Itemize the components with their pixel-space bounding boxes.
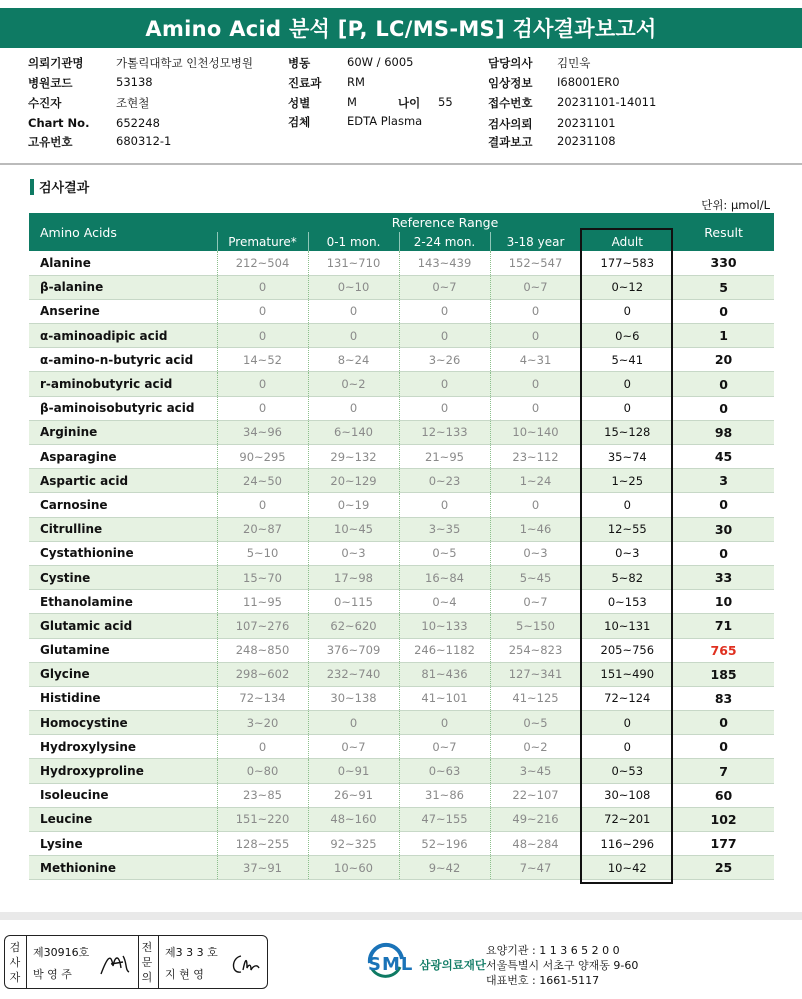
amino-acid-name: Anserine <box>29 299 217 323</box>
result-value: 0 <box>673 541 774 565</box>
reference-range-cell: 0 <box>217 324 308 348</box>
organization-name: 삼광의료재단 <box>419 958 487 972</box>
result-value: 60 <box>673 783 774 807</box>
report-title-bar <box>0 8 802 48</box>
reference-range-cell: 0 <box>399 711 490 735</box>
header-reference-range: Reference Range <box>217 213 673 232</box>
doctor-value: 김민욱 <box>557 56 591 70</box>
unit-label: 단위: μmol/L <box>701 198 770 212</box>
receipt-no-label: 접수번호 <box>488 96 533 110</box>
reference-range-cell: 254~823 <box>490 638 581 662</box>
chart-no-value: 652248 <box>116 116 160 130</box>
adult-range-cell: 10~131 <box>581 614 673 638</box>
amino-acid-name: Arginine <box>29 420 217 444</box>
reference-range-cell: 0 <box>308 324 399 348</box>
reference-range-cell: 92~325 <box>308 832 399 856</box>
reference-range-cell: 0~5 <box>490 711 581 735</box>
results-table <box>29 213 774 880</box>
adult-range-cell: 1~25 <box>581 469 673 493</box>
amino-acid-name: Lysine <box>29 832 217 856</box>
amino-acid-name: Glutamic acid <box>29 614 217 638</box>
reference-range-cell: 246~1182 <box>399 638 490 662</box>
adult-range-cell: 0~153 <box>581 590 673 614</box>
table-row <box>29 711 774 735</box>
reference-range-cell: 10~140 <box>490 420 581 444</box>
adult-range-cell: 151~490 <box>581 662 673 686</box>
reference-range-cell: 14~52 <box>217 348 308 372</box>
reference-range-cell: 0 <box>308 396 399 420</box>
reference-range-cell: 10~45 <box>308 517 399 541</box>
adult-range-cell: 30~108 <box>581 783 673 807</box>
reference-range-cell: 0 <box>308 299 399 323</box>
table-row <box>29 275 774 299</box>
reference-range-cell: 0~23 <box>399 469 490 493</box>
reference-range-cell: 0 <box>490 372 581 396</box>
reference-range-cell: 23~112 <box>490 445 581 469</box>
section-title-text: 검사결과 <box>39 181 90 196</box>
reference-range-cell: 0~4 <box>399 590 490 614</box>
reference-range-cell: 22~107 <box>490 783 581 807</box>
reference-range-cell: 3~26 <box>399 348 490 372</box>
reference-range-cell: 1~24 <box>490 469 581 493</box>
reference-range-cell: 0~115 <box>308 590 399 614</box>
ward-label: 병동 <box>288 56 311 70</box>
reference-range-cell: 52~196 <box>399 832 490 856</box>
adult-range-cell: 15~128 <box>581 420 673 444</box>
reference-range-cell: 131~710 <box>308 251 399 275</box>
amino-acid-name: Aspartic acid <box>29 469 217 493</box>
unique-no-value: 680312-1 <box>116 134 172 148</box>
header-amino-acids: Amino Acids <box>29 213 217 251</box>
reference-range-cell: 0~5 <box>399 541 490 565</box>
result-value: 102 <box>673 807 774 831</box>
amino-acid-name: Methionine <box>29 856 217 880</box>
amino-acid-name: Hydroxyproline <box>29 759 217 783</box>
table-row <box>29 662 774 686</box>
reference-range-cell: 376~709 <box>308 638 399 662</box>
table-row <box>29 759 774 783</box>
institution-value: 가톨릭대학교 인천성모병원 <box>116 56 253 70</box>
amino-acid-name: Alanine <box>29 251 217 275</box>
reference-range-cell: 7~47 <box>490 856 581 880</box>
reference-range-cell: 72~134 <box>217 686 308 710</box>
examinee-label: 수진자 <box>28 96 62 110</box>
test-request-value: 20231101 <box>557 116 616 130</box>
result-value: 0 <box>673 493 774 517</box>
specialist-name: 지 현 영 <box>165 968 204 981</box>
amino-acid-name: α-amino-n-butyric acid <box>29 348 217 372</box>
table-row <box>29 735 774 759</box>
adult-range-cell: 12~55 <box>581 517 673 541</box>
institution-label: 의뢰기관명 <box>28 56 84 70</box>
reference-range-cell: 143~439 <box>399 251 490 275</box>
examiner-signature <box>97 948 133 980</box>
doctor-label: 담당의사 <box>488 56 533 70</box>
amino-acid-name: Cystine <box>29 565 217 589</box>
amino-acid-name: Glutamine <box>29 638 217 662</box>
reference-range-cell: 0 <box>217 372 308 396</box>
reference-range-cell: 12~133 <box>399 420 490 444</box>
table-row <box>29 445 774 469</box>
table-row <box>29 590 774 614</box>
reference-range-cell: 4~31 <box>490 348 581 372</box>
section-title <box>30 177 89 196</box>
department-label: 진료과 <box>288 76 322 90</box>
adult-range-cell: 0~6 <box>581 324 673 348</box>
reference-range-cell: 0 <box>490 396 581 420</box>
amino-acid-name: Carnosine <box>29 493 217 517</box>
reference-range-cell: 3~45 <box>490 759 581 783</box>
result-value: 20 <box>673 348 774 372</box>
result-value: 98 <box>673 420 774 444</box>
amino-acid-name: Asparagine <box>29 445 217 469</box>
result-value: 0 <box>673 396 774 420</box>
reference-range-cell: 152~547 <box>490 251 581 275</box>
table-row <box>29 348 774 372</box>
result-value: 1 <box>673 324 774 348</box>
reference-range-cell: 16~84 <box>399 565 490 589</box>
age-label: 나이 <box>398 96 421 110</box>
reference-range-cell: 0~3 <box>308 541 399 565</box>
amino-acid-name: β-aminoisobutyric acid <box>29 396 217 420</box>
reference-range-cell: 0 <box>308 711 399 735</box>
result-value: 0 <box>673 711 774 735</box>
department-value: RM <box>347 75 365 89</box>
chart-no-label: Chart No. <box>28 116 90 130</box>
reference-range-cell: 6~140 <box>308 420 399 444</box>
examinee-value: 조현철 <box>116 96 150 110</box>
reference-range-cell: 0 <box>217 299 308 323</box>
reference-range-cell: 248~850 <box>217 638 308 662</box>
reference-range-cell: 17~98 <box>308 565 399 589</box>
sml-logo <box>366 941 486 981</box>
adult-range-cell: 177~583 <box>581 251 673 275</box>
adult-range-cell: 0 <box>581 711 673 735</box>
result-value: 33 <box>673 565 774 589</box>
phone: 대표번호 : 1661-5117 <box>486 974 600 987</box>
reference-range-cell: 298~602 <box>217 662 308 686</box>
amino-acid-name: Homocystine <box>29 711 217 735</box>
reference-range-cell: 5~45 <box>490 565 581 589</box>
unique-no-label: 고유번호 <box>28 135 73 149</box>
clinical-info-label: 임상정보 <box>488 76 533 90</box>
amino-acid-name: α-aminoadipic acid <box>29 324 217 348</box>
result-value: 7 <box>673 759 774 783</box>
reference-range-cell: 0 <box>490 324 581 348</box>
table-row <box>29 517 774 541</box>
reference-range-cell: 20~87 <box>217 517 308 541</box>
reference-range-cell: 232~740 <box>308 662 399 686</box>
reference-range-cell: 0 <box>217 735 308 759</box>
table-row <box>29 251 774 275</box>
reference-range-cell: 15~70 <box>217 565 308 589</box>
contact-info <box>486 943 638 988</box>
specialist-signature <box>227 948 263 980</box>
amino-acid-name: r-aminobutyric acid <box>29 372 217 396</box>
reference-range-cell: 49~216 <box>490 807 581 831</box>
amino-acid-name: Citrulline <box>29 517 217 541</box>
reference-range-cell: 0 <box>217 396 308 420</box>
result-value: 71 <box>673 614 774 638</box>
reference-range-cell: 26~91 <box>308 783 399 807</box>
amino-acid-name: Leucine <box>29 807 217 831</box>
table-row <box>29 420 774 444</box>
result-value: 3 <box>673 469 774 493</box>
specimen-label: 검체 <box>288 115 311 129</box>
signature-divider <box>158 936 159 988</box>
hospital-code-value: 53138 <box>116 75 153 89</box>
reference-range-cell: 0~7 <box>308 735 399 759</box>
care-institution-code: 요양기관 : 1 1 3 6 5 2 0 0 <box>486 944 620 957</box>
examiner-name: 박 영 주 <box>33 968 72 981</box>
test-request-label: 검사의뢰 <box>488 117 533 131</box>
result-value: 30 <box>673 517 774 541</box>
amino-acid-name: Isoleucine <box>29 783 217 807</box>
result-value: 10 <box>673 590 774 614</box>
adult-range-cell: 0 <box>581 372 673 396</box>
clinical-info-value: I68001ER0 <box>557 75 620 89</box>
reference-range-cell: 0~80 <box>217 759 308 783</box>
reference-range-cell: 29~132 <box>308 445 399 469</box>
reference-range-cell: 47~155 <box>399 807 490 831</box>
adult-range-cell: 72~124 <box>581 686 673 710</box>
result-value: 330 <box>673 251 774 275</box>
header-result: Result <box>673 213 774 251</box>
subheader-0-1-mon: 0-1 mon. <box>308 232 399 251</box>
reference-range-cell: 48~160 <box>308 807 399 831</box>
adult-range-cell: 0~3 <box>581 541 673 565</box>
reference-range-cell: 81~436 <box>399 662 490 686</box>
reference-range-cell: 41~101 <box>399 686 490 710</box>
amino-acid-name: Cystathionine <box>29 541 217 565</box>
result-value-high: 765 <box>673 638 774 662</box>
signature-divider <box>26 936 27 988</box>
result-value: 0 <box>673 372 774 396</box>
amino-acid-name: Ethanolamine <box>29 590 217 614</box>
reference-range-cell: 107~276 <box>217 614 308 638</box>
reference-range-cell: 30~138 <box>308 686 399 710</box>
result-value: 83 <box>673 686 774 710</box>
specialist-license: 제3 3 3 호 <box>165 946 218 959</box>
reference-range-cell: 0~7 <box>490 590 581 614</box>
table-row <box>29 856 774 880</box>
table-row <box>29 565 774 589</box>
reference-range-cell: 0 <box>399 299 490 323</box>
reference-range-cell: 0 <box>490 299 581 323</box>
reference-range-cell: 23~85 <box>217 783 308 807</box>
table-row <box>29 783 774 807</box>
reference-range-cell: 3~20 <box>217 711 308 735</box>
footer-band <box>0 912 802 920</box>
reference-range-cell: 127~341 <box>490 662 581 686</box>
table-row <box>29 396 774 420</box>
adult-range-cell: 116~296 <box>581 832 673 856</box>
reference-range-cell: 34~96 <box>217 420 308 444</box>
adult-range-cell: 205~756 <box>581 638 673 662</box>
reference-range-cell: 24~50 <box>217 469 308 493</box>
subheader-premature: Premature* <box>217 232 308 251</box>
reference-range-cell: 128~255 <box>217 832 308 856</box>
reference-range-cell: 3~35 <box>399 517 490 541</box>
reference-range-cell: 37~91 <box>217 856 308 880</box>
results-table-wrapper <box>29 213 774 880</box>
brand-name: SML <box>368 953 414 975</box>
adult-range-cell: 72~201 <box>581 807 673 831</box>
subheader-adult: Adult <box>581 232 673 251</box>
result-value: 177 <box>673 832 774 856</box>
reference-range-cell: 11~95 <box>217 590 308 614</box>
examiner-side-label: 검사자 <box>9 941 21 984</box>
reference-range-cell: 151~220 <box>217 807 308 831</box>
receipt-no-value: 20231101-14011 <box>557 95 657 109</box>
adult-range-cell: 0~53 <box>581 759 673 783</box>
reference-range-cell: 0 <box>399 324 490 348</box>
reference-range-cell: 0 <box>217 493 308 517</box>
result-value: 185 <box>673 662 774 686</box>
table-row <box>29 807 774 831</box>
result-value: 45 <box>673 445 774 469</box>
reference-range-cell: 10~133 <box>399 614 490 638</box>
specialist-side-label: 전문의 <box>141 941 153 984</box>
reference-range-cell: 0~2 <box>308 372 399 396</box>
subheader-2-24-mon: 2-24 mon. <box>399 232 490 251</box>
reference-range-cell: 9~42 <box>399 856 490 880</box>
result-value: 0 <box>673 299 774 323</box>
table-row <box>29 469 774 493</box>
reference-range-cell: 0~91 <box>308 759 399 783</box>
reference-range-cell: 90~295 <box>217 445 308 469</box>
reference-range-cell: 0~7 <box>399 275 490 299</box>
section-marker <box>30 179 34 195</box>
patient-info <box>28 55 788 155</box>
reference-range-cell: 0~63 <box>399 759 490 783</box>
specimen-value: EDTA Plasma <box>347 114 423 128</box>
table-row <box>29 493 774 517</box>
reference-range-cell: 8~24 <box>308 348 399 372</box>
reference-range-cell: 0 <box>399 372 490 396</box>
signature-box <box>4 935 268 989</box>
amino-acid-name: β-alanine <box>29 275 217 299</box>
reference-range-cell: 20~129 <box>308 469 399 493</box>
result-report-value: 20231108 <box>557 134 616 148</box>
age-value: 55 <box>438 95 453 109</box>
header-divider <box>0 163 802 165</box>
reference-range-cell: 212~504 <box>217 251 308 275</box>
reference-range-cell: 0~3 <box>490 541 581 565</box>
adult-range-cell: 35~74 <box>581 445 673 469</box>
subheader-3-18-year: 3-18 year <box>490 232 581 251</box>
result-value: 0 <box>673 735 774 759</box>
reference-range-cell: 0 <box>490 493 581 517</box>
adult-range-cell: 5~82 <box>581 565 673 589</box>
reference-range-cell: 48~284 <box>490 832 581 856</box>
hospital-code-label: 병원코드 <box>28 76 73 90</box>
result-value: 5 <box>673 275 774 299</box>
adult-range-cell: 0 <box>581 396 673 420</box>
sex-label: 성별 <box>288 96 311 110</box>
adult-range-cell: 0 <box>581 493 673 517</box>
examiner-license: 제30916호 <box>33 946 90 959</box>
table-row <box>29 541 774 565</box>
reference-range-cell: 0~2 <box>490 735 581 759</box>
table-row <box>29 324 774 348</box>
reference-range-cell: 31~86 <box>399 783 490 807</box>
reference-range-cell: 62~620 <box>308 614 399 638</box>
result-report-label: 결과보고 <box>488 135 533 149</box>
adult-range-cell: 0~12 <box>581 275 673 299</box>
result-value: 25 <box>673 856 774 880</box>
report-title: Amino Acid 분석 [P, LC/MS-MS] 검사결과보고서 <box>145 17 657 41</box>
table-row <box>29 638 774 662</box>
adult-range-cell: 5~41 <box>581 348 673 372</box>
table-row <box>29 832 774 856</box>
adult-range-cell: 0 <box>581 735 673 759</box>
table-row <box>29 686 774 710</box>
reference-range-cell: 0 <box>399 396 490 420</box>
amino-acid-name: Glycine <box>29 662 217 686</box>
reference-range-cell: 1~46 <box>490 517 581 541</box>
sex-value: M <box>347 95 357 109</box>
reference-range-cell: 0~7 <box>490 275 581 299</box>
table-row <box>29 614 774 638</box>
reference-range-cell: 10~60 <box>308 856 399 880</box>
table-row <box>29 372 774 396</box>
results-table-body <box>29 251 774 880</box>
amino-acid-name: Histidine <box>29 686 217 710</box>
reference-range-cell: 5~10 <box>217 541 308 565</box>
reference-range-cell: 0~7 <box>399 735 490 759</box>
adult-range-cell: 10~42 <box>581 856 673 880</box>
reference-range-cell: 0~10 <box>308 275 399 299</box>
amino-acid-name: Hydroxylysine <box>29 735 217 759</box>
table-row <box>29 299 774 323</box>
reference-range-cell: 0 <box>217 275 308 299</box>
reference-range-cell: 5~150 <box>490 614 581 638</box>
reference-range-cell: 0~19 <box>308 493 399 517</box>
adult-range-cell: 0 <box>581 299 673 323</box>
reference-range-cell: 21~95 <box>399 445 490 469</box>
reference-range-cell: 0 <box>399 493 490 517</box>
ward-value: 60W / 6005 <box>347 55 414 69</box>
address: 서울특별시 서초구 양재동 9-60 <box>486 959 639 972</box>
reference-range-cell: 41~125 <box>490 686 581 710</box>
